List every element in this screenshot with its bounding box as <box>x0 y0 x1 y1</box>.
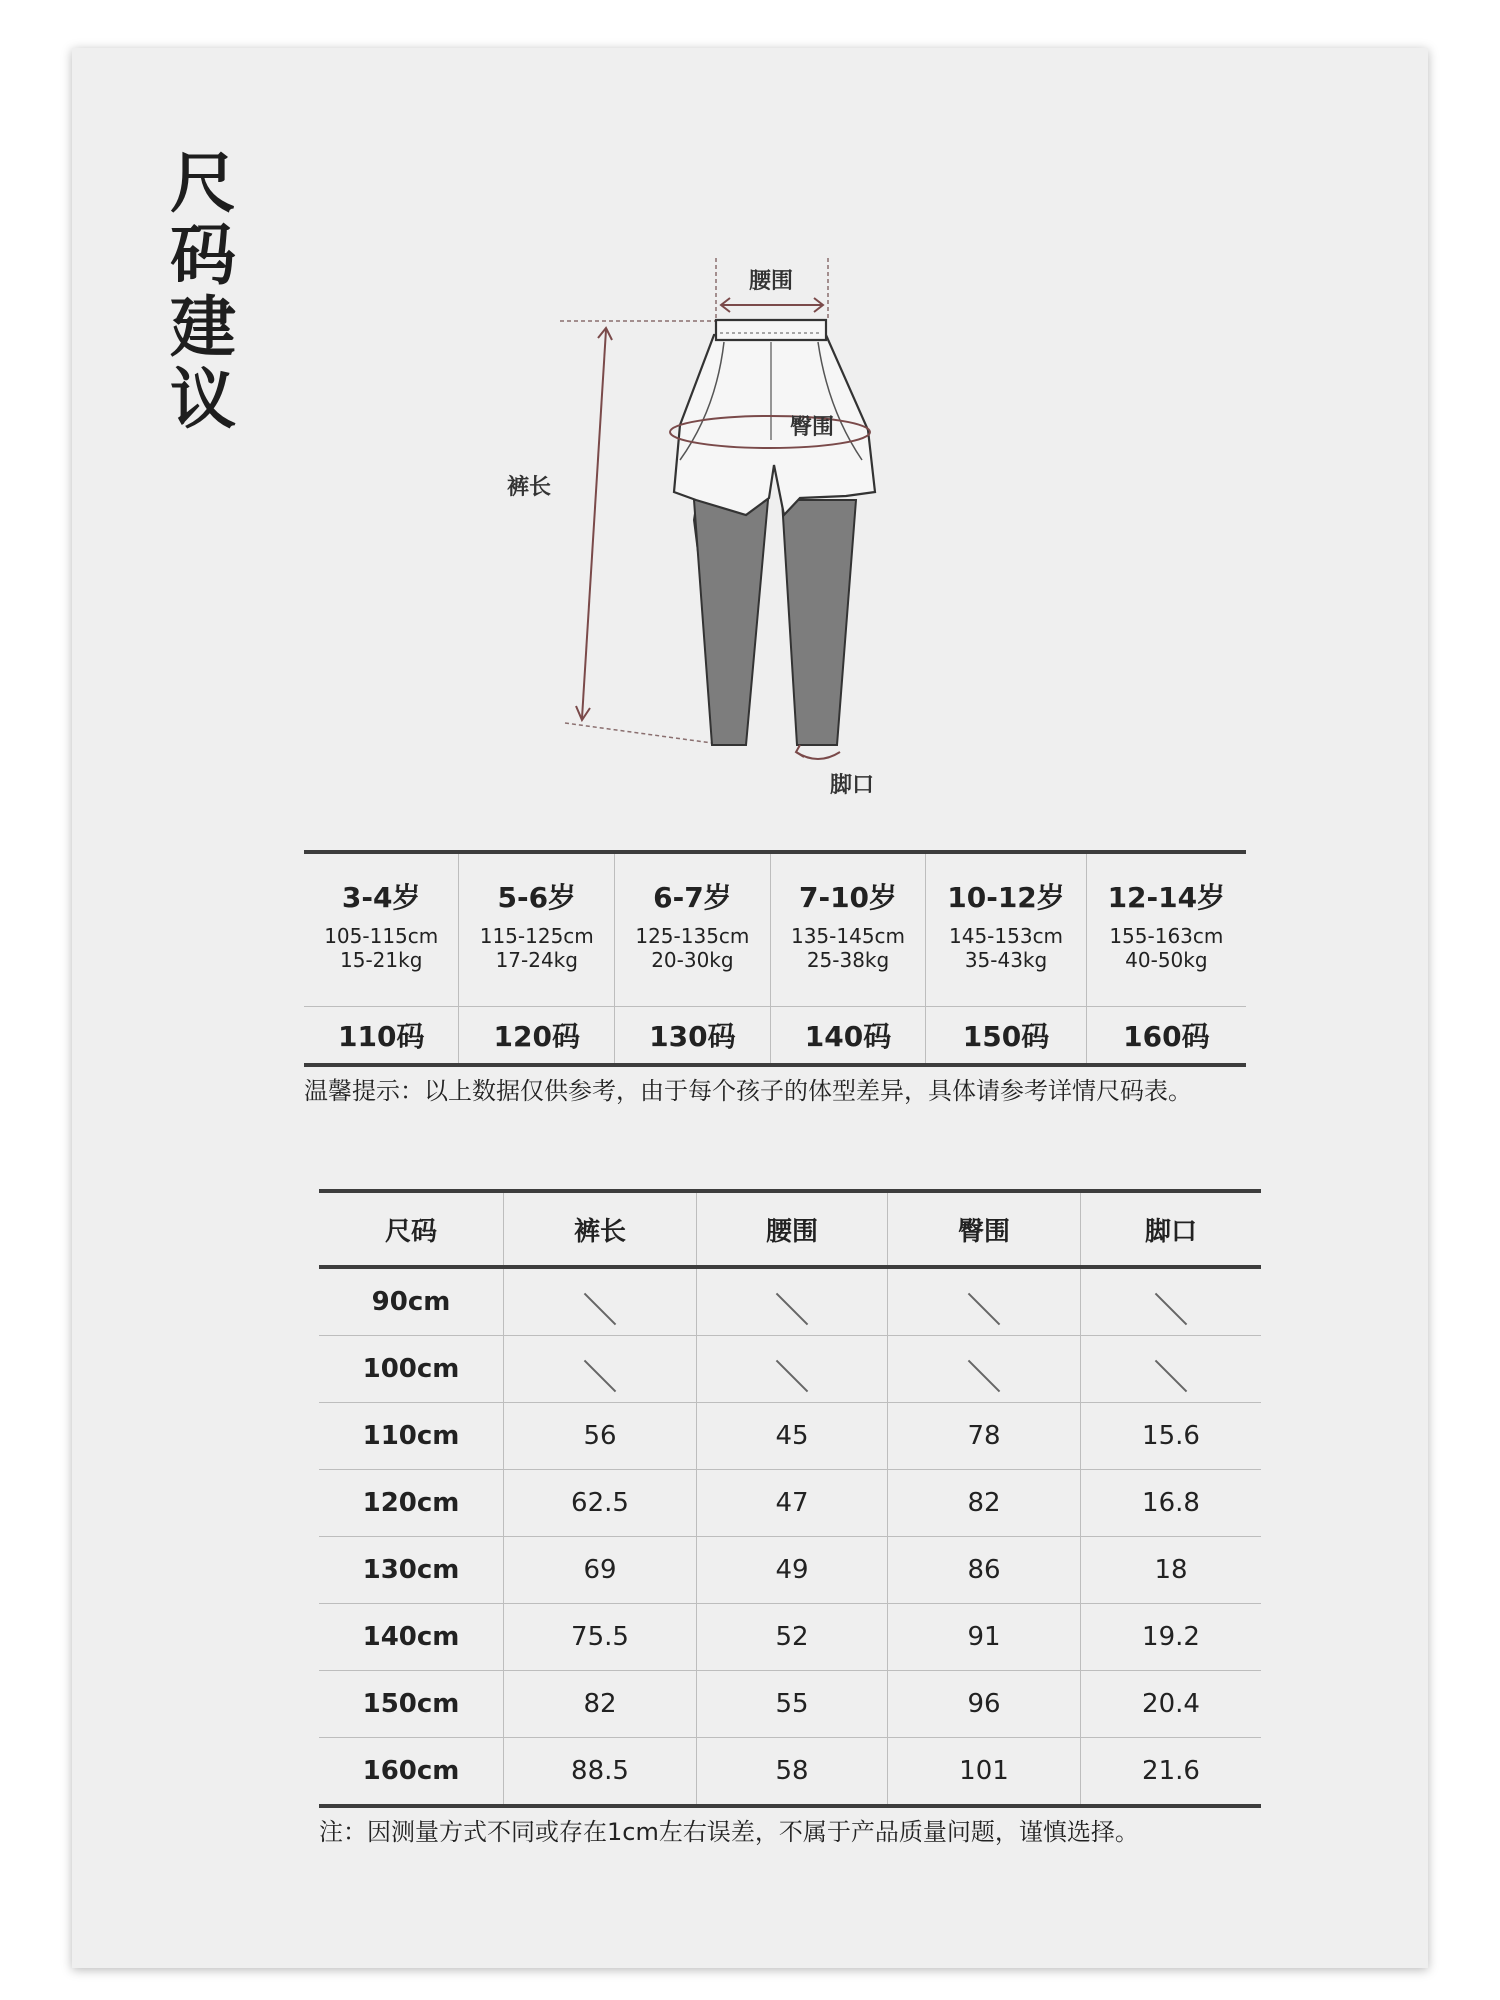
length-cell: 69 <box>504 1537 697 1604</box>
weight-range: 35-43kg <box>964 948 1048 972</box>
pants-diagram <box>0 0 1500 820</box>
not-available-slash-icon <box>968 1293 1001 1326</box>
length-cell: 62.5 <box>504 1470 697 1537</box>
height-range: 135-145cm <box>790 924 906 948</box>
table-row <box>319 1604 1261 1671</box>
size-cell: 120cm <box>319 1470 504 1537</box>
title-char: 议 <box>170 361 236 438</box>
height-range: 145-153cm <box>949 924 1064 948</box>
age-cell <box>459 852 615 1007</box>
size-cell: 160cm <box>319 1738 504 1807</box>
table-row <box>319 1738 1261 1807</box>
age-range: 12-14岁 <box>1107 881 1226 914</box>
size-code: 120码 <box>459 1007 615 1066</box>
length-cell: 88.5 <box>504 1738 697 1807</box>
age-cell <box>1086 852 1246 1007</box>
table-row <box>319 1537 1261 1604</box>
waist-cell: 45 <box>697 1403 888 1470</box>
height-range: 155-163cm <box>1109 924 1224 948</box>
length-label: 裤长 <box>507 475 552 500</box>
size-cell: 140cm <box>319 1604 504 1671</box>
size-cell: 110cm <box>319 1403 504 1470</box>
table-row <box>319 1671 1261 1738</box>
measurement-table <box>319 1189 1261 1808</box>
table-row <box>319 1336 1261 1403</box>
weight-range: 20-30kg <box>651 948 734 972</box>
length-cell: 75.5 <box>504 1604 697 1671</box>
not-available-cell <box>697 1267 888 1336</box>
age-range: 10-12岁 <box>947 881 1065 914</box>
age-range: 3-4岁 <box>341 881 421 914</box>
waist-label: 腰围 <box>749 269 794 294</box>
hem-cell: 16.8 <box>1081 1470 1262 1537</box>
age-size-table <box>304 850 1246 1067</box>
table-row <box>319 1267 1261 1336</box>
size-cell: 150cm <box>319 1671 504 1738</box>
waist-cell: 49 <box>697 1537 888 1604</box>
not-available-slash-icon <box>776 1360 809 1393</box>
not-available-cell <box>504 1267 697 1336</box>
column-header: 裤长 <box>504 1191 697 1267</box>
waist-cell: 58 <box>697 1738 888 1807</box>
not-available-cell <box>1081 1267 1262 1336</box>
not-available-slash-icon <box>776 1293 809 1326</box>
not-available-slash-icon <box>584 1293 617 1326</box>
size-code: 140码 <box>770 1007 926 1066</box>
hem-cell: 20.4 <box>1081 1671 1262 1738</box>
hip-cell: 101 <box>888 1738 1081 1807</box>
age-range: 6-7岁 <box>653 881 732 914</box>
weight-range: 15-21kg <box>340 948 423 972</box>
weight-range: 25-38kg <box>806 948 890 972</box>
title-char: 码 <box>170 217 236 294</box>
size-cell: 130cm <box>319 1537 504 1604</box>
size-code: 160码 <box>1086 1007 1246 1066</box>
not-available-slash-icon <box>584 1360 617 1393</box>
not-available-slash-icon <box>1155 1360 1188 1393</box>
not-available-cell <box>697 1336 888 1403</box>
waist-cell: 55 <box>697 1671 888 1738</box>
column-header: 脚口 <box>1081 1191 1262 1267</box>
height-range: 105-115cm <box>324 924 439 948</box>
column-header: 臀围 <box>888 1191 1081 1267</box>
weight-range: 17-24kg <box>495 948 578 972</box>
title-char: 建 <box>170 289 236 366</box>
hem-cell: 18 <box>1081 1537 1262 1604</box>
height-range: 125-135cm <box>635 924 750 948</box>
age-range: 7-10岁 <box>798 881 898 914</box>
size-code: 150码 <box>926 1007 1086 1066</box>
hem-label: 脚口 <box>830 773 875 798</box>
not-available-slash-icon <box>1155 1293 1188 1326</box>
hem-cell: 21.6 <box>1081 1738 1262 1807</box>
hip-cell: 91 <box>888 1604 1081 1671</box>
hip-label: 臀围 <box>790 415 835 440</box>
not-available-cell <box>888 1267 1081 1336</box>
hip-cell: 82 <box>888 1470 1081 1537</box>
waist-cell: 47 <box>697 1470 888 1537</box>
length-cell: 56 <box>504 1403 697 1470</box>
hem-cell: 19.2 <box>1081 1604 1262 1671</box>
table-row <box>319 1403 1261 1470</box>
waist-cell: 52 <box>697 1604 888 1671</box>
disclaimer-note: 注：因测量方式不同或存在1cm左右误差，不属于产品质量问题，谨慎选择。 <box>319 1818 1139 1846</box>
hem-cell: 15.6 <box>1081 1403 1262 1470</box>
hip-cell: 96 <box>888 1671 1081 1738</box>
column-header: 尺码 <box>319 1191 504 1267</box>
hip-cell: 86 <box>888 1537 1081 1604</box>
tip-text: 温馨提示：以上数据仅供参考，由于每个孩子的体型差异，具体请参考详情尺码表。 <box>304 1077 1192 1105</box>
size-code: 110码 <box>304 1007 459 1066</box>
hip-cell: 78 <box>888 1403 1081 1470</box>
age-cell <box>770 852 926 1007</box>
length-cell: 82 <box>504 1671 697 1738</box>
age-cell <box>926 852 1086 1007</box>
age-cell <box>304 852 459 1007</box>
column-header: 腰围 <box>697 1191 888 1267</box>
not-available-cell <box>1081 1336 1262 1403</box>
size-cell: 100cm <box>319 1336 504 1403</box>
age-range: 5-6岁 <box>497 881 577 914</box>
not-available-cell <box>504 1336 697 1403</box>
height-range: 115-125cm <box>479 924 594 948</box>
size-cell: 90cm <box>371 1287 451 1317</box>
weight-range: 40-50kg <box>1125 948 1208 972</box>
size-code: 130码 <box>615 1007 771 1066</box>
table-row <box>319 1470 1261 1537</box>
table-header-row <box>319 1191 1261 1267</box>
not-available-slash-icon <box>968 1360 1001 1393</box>
age-cell <box>615 852 771 1007</box>
not-available-cell <box>888 1336 1081 1403</box>
title-char: 尺 <box>170 145 236 222</box>
